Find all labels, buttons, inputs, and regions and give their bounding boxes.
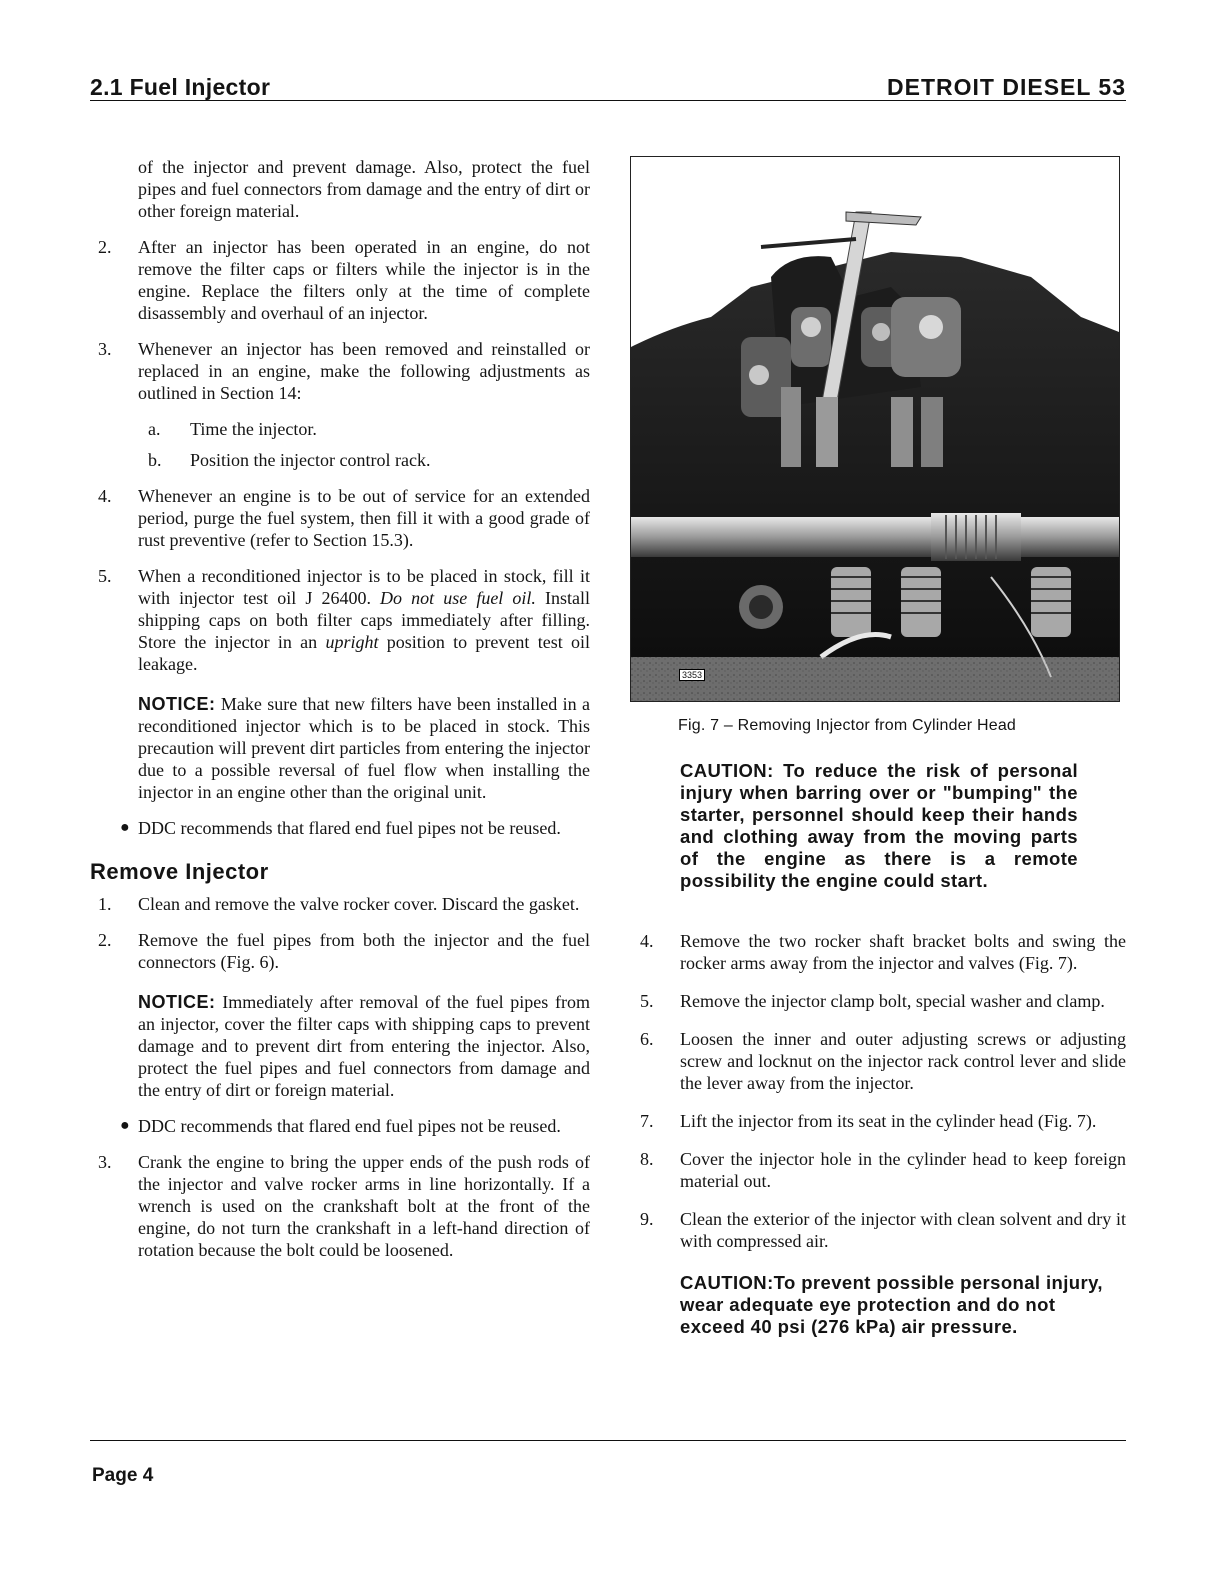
item-text: Clean the exterior of the injector with clean solvent and dry it with compressed air. (680, 1209, 1126, 1251)
footer-rule (90, 1440, 1126, 1441)
notice-label: NOTICE: (138, 694, 216, 714)
header-rule (90, 100, 1126, 101)
figure-caption: Fig. 7 – Removing Injector from Cylinder Head (678, 717, 1017, 734)
bullet-icon: ● (120, 819, 130, 836)
injector-photo-illustration (631, 157, 1119, 701)
item-number: 7. (640, 1111, 654, 1131)
list-item (90, 236, 590, 324)
bullet-text: DDC recommends that flared end fuel pipes not be reused. (138, 1116, 561, 1136)
item-number: 3. (98, 339, 112, 359)
notice-block (90, 693, 590, 803)
item-text: When a reconditioned injector is to be placed in stock, fill it with injector test oil J 26400. (138, 566, 590, 608)
item-number: 2. (98, 237, 112, 257)
section-heading: Remove Injector (90, 859, 269, 884)
item-text: position to prevent test oil leakage. (138, 632, 591, 674)
item-text: Remove the fuel pipes from both the injector and the fuel connectors (Fig. 6). (138, 930, 590, 972)
continued-paragraph: of the injector and prevent damage. Also, protect the fuel pipes and fuel connectors from damage and the entry of dirt or other foreign material. (138, 157, 590, 221)
notice-label: NOTICE: (138, 992, 216, 1012)
item-text: Install shipping caps on both filter caps immediately after filling. Store the injector in an (138, 588, 590, 652)
caution-block: CAUTION: To reduce the risk of personal injury when barring over or "bumping" the starter, personnel should keep their hands and clothing away from the moving parts of the engine as there is a remote possibility the engine could start. (680, 760, 1078, 891)
right-column (632, 930, 1126, 1338)
figure-photo (630, 156, 1120, 702)
item-number: 9. (640, 1209, 654, 1229)
item-number: 3. (98, 1152, 112, 1172)
list-item (90, 565, 590, 675)
sub-item-text: Position the injector control rack. (190, 450, 431, 470)
list-item (90, 1151, 590, 1261)
item-text: Whenever an injector has been removed and reinstalled or replaced in an engine, make the following adjustments as outlined in Section 14: (138, 339, 590, 403)
item-number: 1. (98, 894, 112, 914)
notice-text: Immediately after removal of the fuel pipes from an injector, cover the filter caps with shipping caps to prevent damage and to prevent dirt from entering the injector. Also, protect the fuel pipes and fuel connectors from damage and the entry of dirt or foreign material. (138, 992, 590, 1100)
item-number: 8. (640, 1149, 654, 1169)
caution-block: CAUTION:To prevent possible personal injury, wear adequate eye protection and do not exceed 40 psi (276 kPa) air pressure. (680, 1272, 1103, 1337)
list-item (90, 485, 590, 551)
sub-item-text: Time the injector. (190, 419, 317, 439)
item-number: 5. (98, 566, 112, 586)
bullet-item (90, 817, 590, 839)
sub-item-letter: a. (148, 419, 161, 439)
list-item (632, 1148, 1126, 1192)
item-text: Cover the injector hole in the cylinder head to keep foreign material out. (680, 1149, 1126, 1191)
item-text: After an injector has been operated in an engine, do not remove the filter caps or filters while the injector is in the engine. Replace the filters only at the time of complete disassembly and overhaul of an injector. (138, 237, 590, 323)
item-text: Lift the injector from its seat in the cylinder head (Fig. 7). (680, 1111, 1097, 1131)
list-item (632, 1110, 1126, 1132)
sub-item (90, 418, 590, 440)
bullet-text: DDC recommends that flared end fuel pipes not be reused. (138, 818, 561, 838)
notice-text: Make sure that new filters have been installed in a reconditioned injector which is to be placed in stock. This precaution will prevent dirt particles from entering the injector due to a possible reversal of fuel flow when installing the injector in an engine other than the original unit. (138, 694, 590, 802)
item-number: 2. (98, 930, 112, 950)
item-number: 4. (640, 931, 654, 951)
sub-item (90, 449, 590, 471)
list-item (90, 929, 590, 973)
manual-title: DETROIT DIESEL 53 (887, 74, 1126, 100)
item-text: Crank the engine to bring the upper ends of the push rods of the injector and valve rocker arms in line horizontally. If a wrench is used on the crankshaft bolt at the front of the engine, do not turn the crankshaft in a left-hand direction of rotation because the bolt could be loosened. (138, 1152, 590, 1260)
list-item (632, 1208, 1126, 1252)
left-column (90, 156, 590, 1261)
bullet-item (90, 1115, 590, 1137)
list-item (90, 338, 590, 404)
item-text: Remove the two rocker shaft bracket bolts and swing the rocker arms away from the injector and valves (Fig. 7). (680, 931, 1126, 973)
item-number: 5. (640, 991, 654, 1011)
item-text: Remove the injector clamp bolt, special washer and clamp. (680, 991, 1105, 1011)
item-number: 6. (640, 1029, 654, 1049)
bullet-icon: ● (120, 1117, 130, 1134)
list-item (632, 1028, 1126, 1094)
list-item (90, 893, 590, 915)
list-item (632, 930, 1126, 974)
sub-item-letter: b. (148, 450, 162, 470)
item-text: Clean and remove the valve rocker cover. Discard the gasket. (138, 894, 580, 914)
photo-number: 3353 (679, 669, 705, 681)
page-number: Page 4 (92, 1465, 154, 1486)
notice-block (90, 991, 590, 1101)
list-item (632, 990, 1126, 1012)
item-text-italic: Do not use fuel oil. (380, 588, 536, 608)
item-number: 4. (98, 486, 112, 506)
section-title: 2.1 Fuel Injector (90, 74, 271, 100)
item-text: Whenever an engine is to be out of service for an extended period, purge the fuel system, then fill it with a good grade of rust preventive (refer to Section 15.3). (138, 486, 590, 550)
item-text-italic: upright (325, 632, 379, 652)
item-text: Loosen the inner and outer adjusting screws or adjusting screw and locknut on the injector rack control lever and slide the lever away from the injector. (680, 1029, 1126, 1093)
